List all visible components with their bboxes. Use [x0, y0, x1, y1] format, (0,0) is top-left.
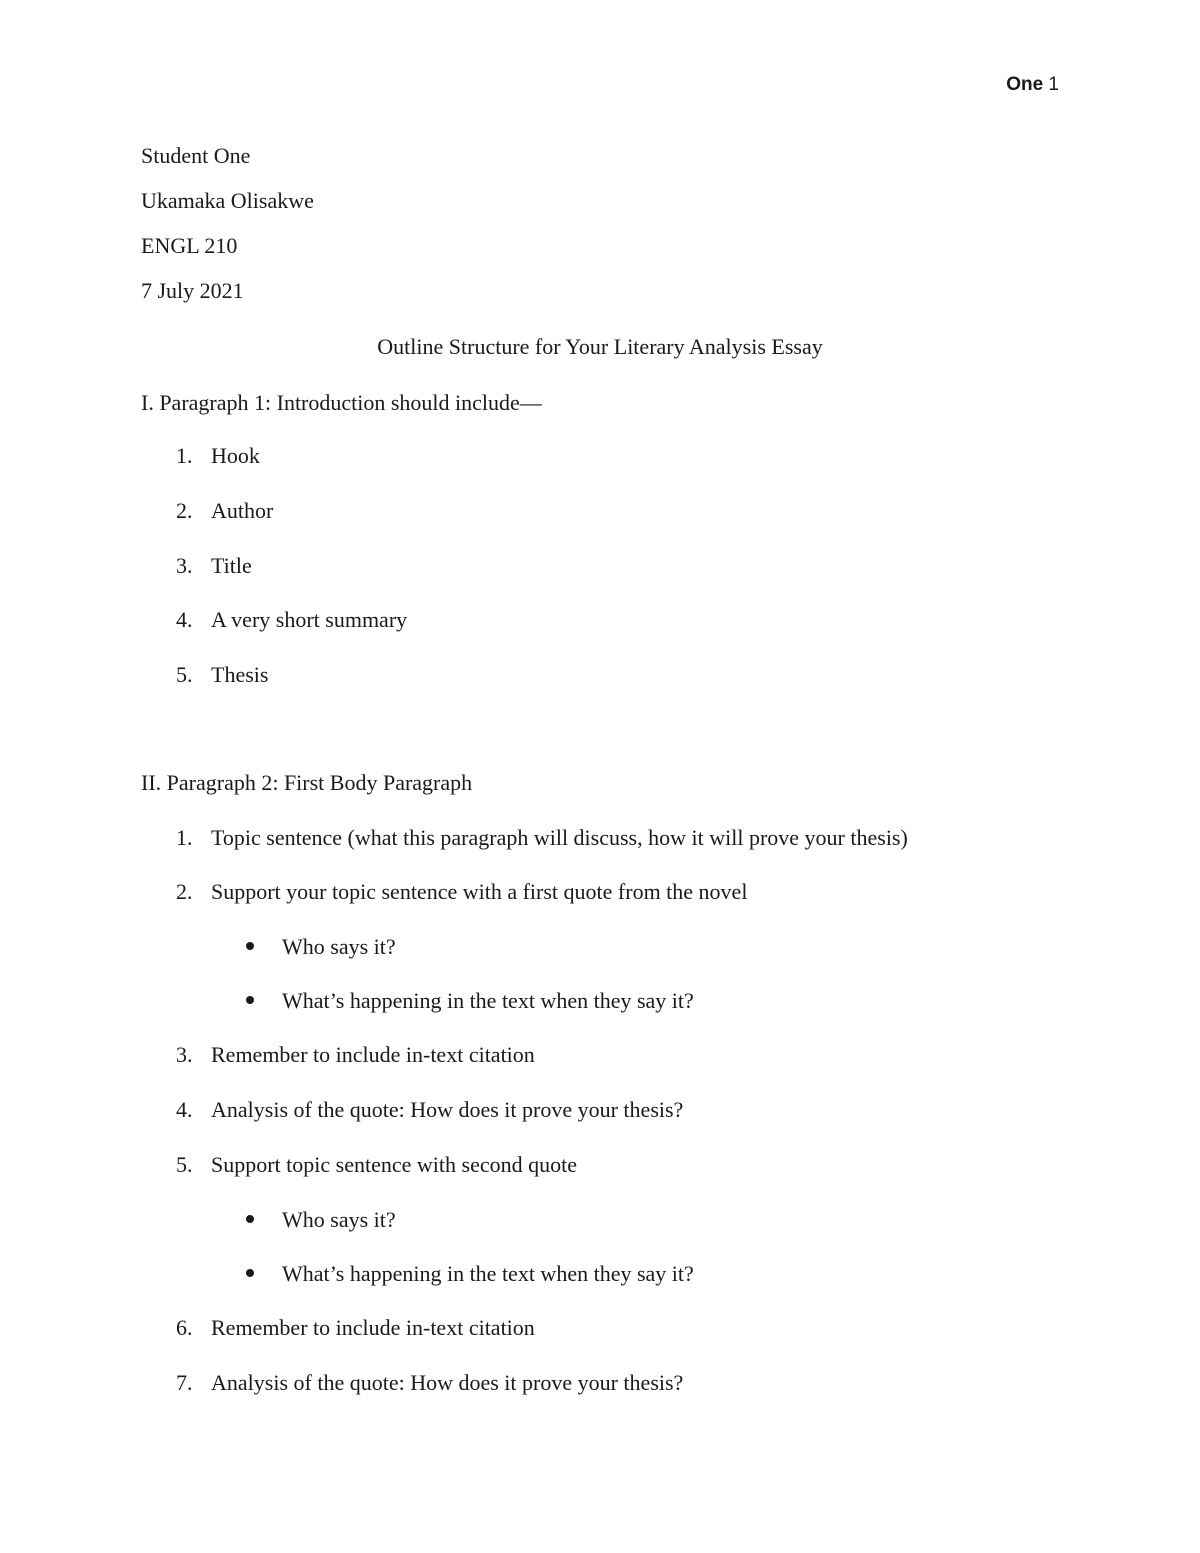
instructor-name: Ukamaka Olisakwe [141, 188, 314, 213]
student-name: Student One [141, 143, 251, 168]
list-text: A very short summary [211, 607, 408, 632]
list-number: 4. [176, 1097, 193, 1122]
list-number: 3. [176, 1042, 193, 1067]
bullet-text: What’s happening in the text when they say it? [282, 988, 694, 1013]
bullet-text: Who says it? [282, 934, 396, 959]
list-number: 3. [176, 553, 193, 578]
section-1-heading: I. Paragraph 1: Introduction should include— [141, 390, 542, 415]
list-text: Remember to include in-text citation [211, 1315, 535, 1340]
list-text: Author [211, 498, 274, 523]
list-text: Remember to include in-text citation [211, 1042, 535, 1067]
header-page-number: 1 [1048, 74, 1059, 95]
list-number: 5. [176, 662, 193, 687]
section-2-heading: II. Paragraph 2: First Body Paragraph [141, 770, 473, 795]
bullet-text: What’s happening in the text when they say it? [282, 1261, 694, 1286]
bullet-text: Who says it? [282, 1207, 396, 1232]
bullet-icon [246, 1269, 254, 1277]
list-text: Hook [211, 443, 260, 468]
list-number: 7. [176, 1370, 193, 1395]
list-number: 1. [176, 443, 193, 468]
list-text: Thesis [211, 662, 269, 687]
list-text: Title [211, 553, 252, 578]
list-text: Support topic sentence with second quote [211, 1152, 577, 1177]
document-title: Outline Structure for Your Literary Analysis Essay [377, 334, 823, 359]
list-number: 4. [176, 607, 193, 632]
list-text: Support your topic sentence with a first quote from the novel [211, 879, 748, 904]
list-number: 2. [176, 879, 193, 904]
list-text: Topic sentence (what this paragraph will discuss, how it will prove your thesis) [211, 825, 908, 850]
document-date: 7 July 2021 [141, 278, 244, 303]
course-name: ENGL 210 [141, 233, 238, 258]
list-number: 5. [176, 1152, 193, 1177]
bullet-icon [246, 942, 254, 950]
list-number: 6. [176, 1315, 193, 1340]
bullet-icon [246, 996, 254, 1004]
list-text: Analysis of the quote: How does it prove your thesis? [211, 1370, 684, 1395]
running-header [1006, 74, 1059, 96]
bullet-icon [246, 1215, 254, 1223]
list-number: 2. [176, 498, 193, 523]
header-surname: One [1006, 74, 1044, 95]
list-number: 1. [176, 825, 193, 850]
list-text: Analysis of the quote: How does it prove your thesis? [211, 1097, 684, 1122]
